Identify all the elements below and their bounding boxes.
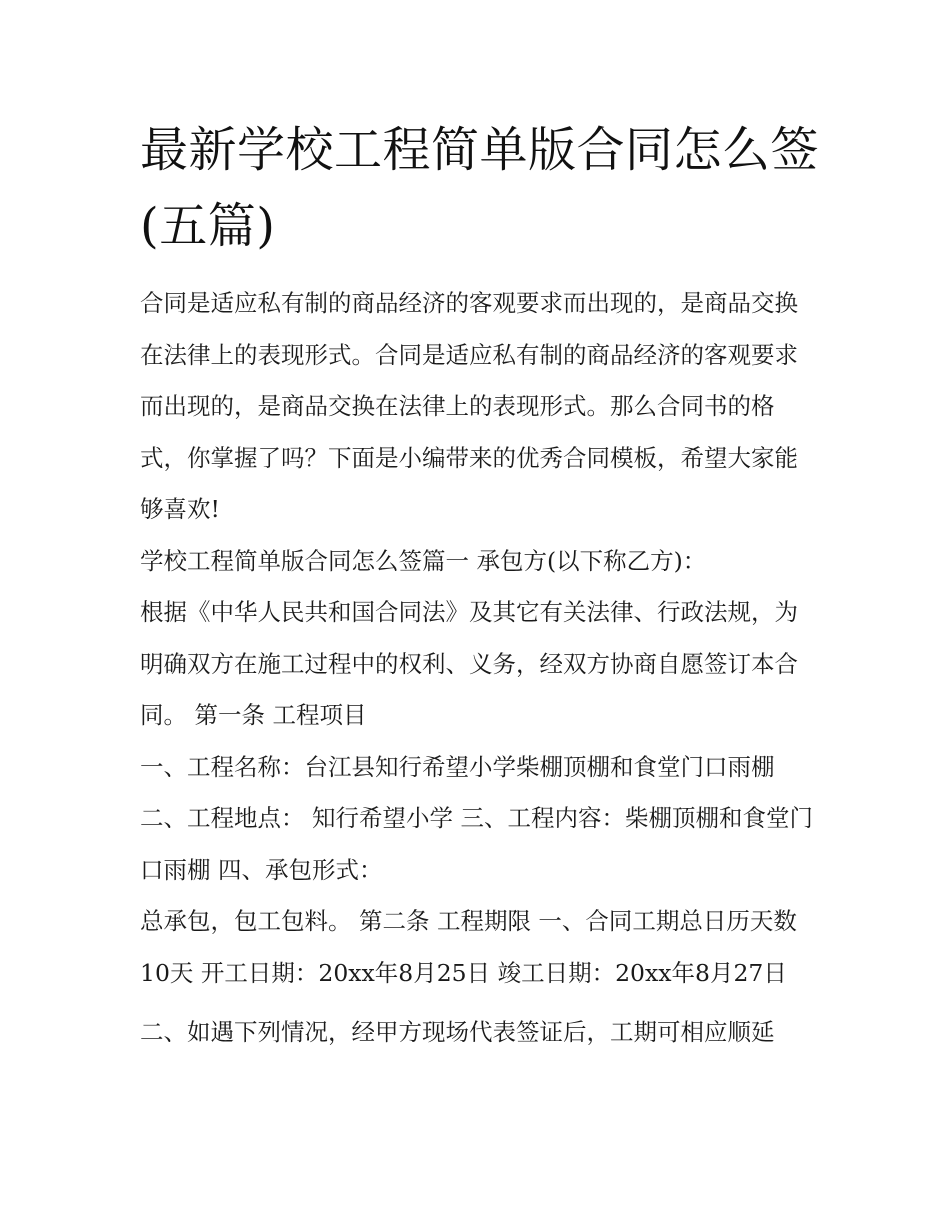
document-title: 最新学校工程简单版合同怎么签(五篇) <box>140 122 820 254</box>
intro-paragraph: 合同是适应私有制的商品经济的客观要求而出现的，是商品交换在法律上的表现形式。合同是适应私有制的商品经济的客观要求而出现的，是商品交换在法律上的表现形式。那么合同书的格式，你掌握了吗？下面是小编带来的优秀合同模板，希望大家能够喜欢! <box>140 289 798 523</box>
legal-basis-paragraph: 根据《中华人民共和国合同法》及其它有关法律、行政法规，为明确双方在施工过程中的权利、义务，经双方协商自愿签订本合同。 第一条 工程项目 <box>140 598 798 729</box>
extension-paragraph: 二、如遇下列情况，经甲方现场代表签证后，工期可相应顺延 <box>140 1018 775 1046</box>
project-location-paragraph: 二、工程地点： 知行希望小学 三、工程内容：柴棚顶棚和食堂门口雨棚 四、承包形式： <box>140 804 813 884</box>
project-period-paragraph: 总承包，包工包料。 第二条 工程期限 一、合同工期总日历天数10天 开工日期：20xx年8月25日 竣工日期：20xx年8月27日 <box>140 907 797 987</box>
document-body <box>140 278 820 1059</box>
project-name-paragraph: 一、工程名称：台江县知行希望小学柴棚顶棚和食堂门口雨棚 <box>140 752 775 781</box>
contract-heading-paragraph: 学校工程简单版合同怎么签篇一 承包方(以下称乙方)： <box>140 546 707 575</box>
